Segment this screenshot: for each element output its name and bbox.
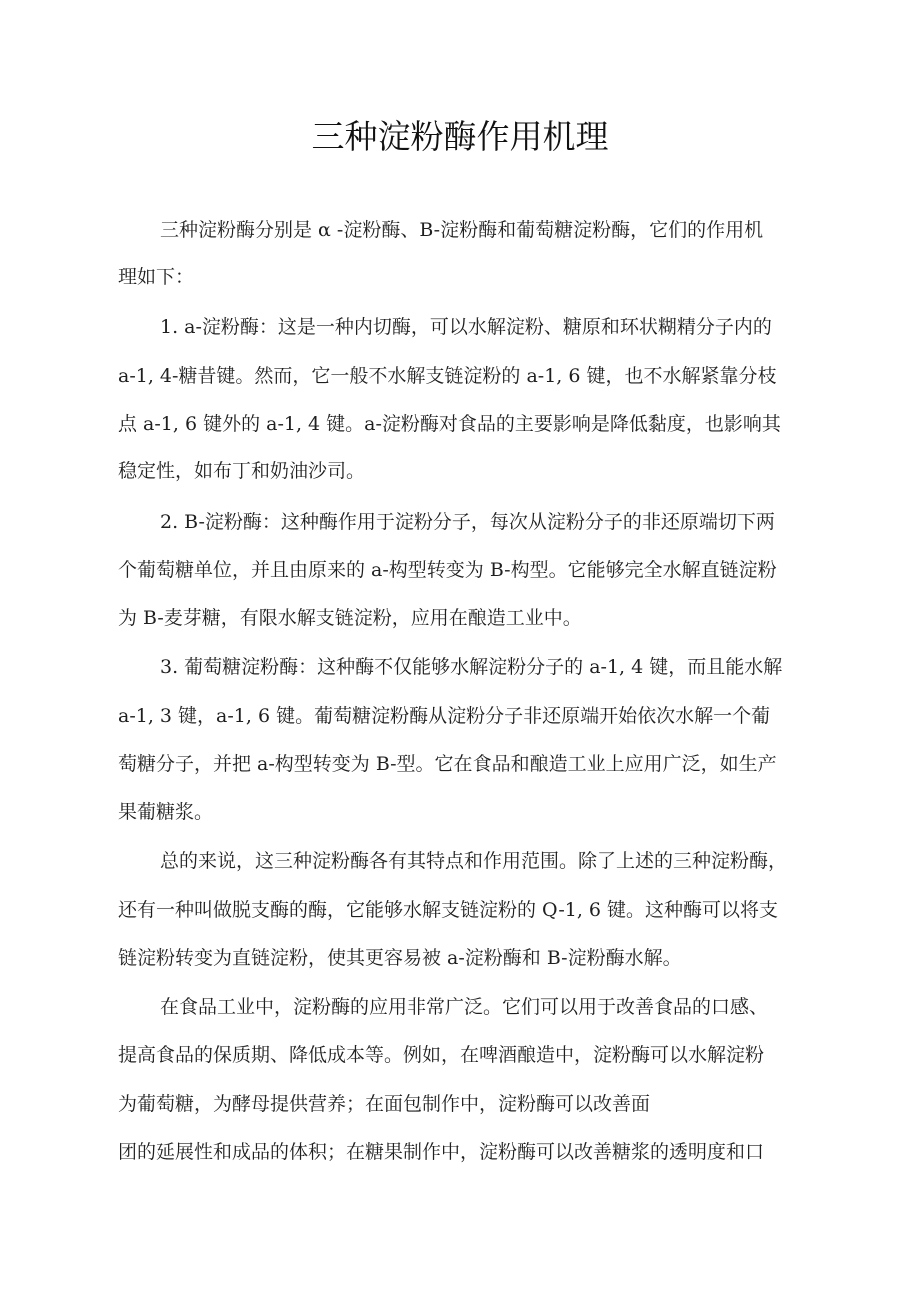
paragraph-6-line-2: 提高食品的保质期、降低成本等。例如，在啤酒酿造中，淀粉酶可以水解淀粉: [118, 1044, 765, 1066]
paragraph-2-line-1: 1. a-淀粉酶：这是一种内切酶，可以水解淀粉、糖原和环状糊精分子内的: [160, 316, 772, 338]
paragraph-4-line-2: a-1, 3 键，a-1, 6 键。葡萄糖淀粉酶从淀粉分子非还原端开始依次水解一个葡: [118, 705, 771, 727]
paragraph-4-line-4: 果葡糖浆。: [118, 801, 214, 823]
paragraph-1-line-2: 理如下：: [118, 266, 195, 288]
paragraph-1-line-1: 三种淀粉酶分别是 α -淀粉酶、B-淀粉酶和葡萄糖淀粉酶，它们的作用机: [160, 219, 764, 241]
paragraph-4-line-1: 3. 葡萄糖淀粉酶：这种酶不仅能够水解淀粉分子的 a-1, 4 键，而且能水解: [160, 656, 783, 678]
paragraph-3-line-2: 个葡萄糖单位，并且由原来的 a-构型转变为 B-构型。它能够完全水解直链淀粉: [118, 559, 777, 581]
paragraph-2-line-3: 点 a-1, 6 键外的 a-1, 4 键。a-淀粉酶对食品的主要影响是降低黏度，也影响其: [118, 413, 781, 435]
paragraph-6-line-4: 团的延展性和成品的体积；在糖果制作中，淀粉酶可以改善糖浆的透明度和口: [118, 1141, 765, 1163]
document-title: 三种淀粉酶作用机理: [311, 117, 609, 156]
paragraph-2-line-2: a-1, 4-糖昔键。然而，它一般不水解支链淀粉的 a-1, 6 键，也不水解紧靠分枝: [118, 365, 777, 387]
paragraph-6-line-1: 在食品工业中，淀粉酶的应用非常广泛。它们可以用于改善食品的口感、: [160, 996, 769, 1018]
paragraph-5-line-3: 链淀粉转变为直链淀粉，使其更容易被 a-淀粉酶和 B-淀粉酶水解。: [118, 947, 682, 969]
paragraph-5-line-2: 还有一种叫做脱支酶的酶，它能够水解支链淀粉的 Q-1, 6 键。这种酶可以将支: [118, 899, 779, 921]
paragraph-3-line-3: 为 B-麦芽糖，有限水解支链淀粉，应用在酿造工业中。: [118, 607, 582, 629]
paragraph-3-line-1: 2. B-淀粉酶：这种酶作用于淀粉分子，每次从淀粉分子的非还原端切下两: [160, 511, 775, 533]
paragraph-2-line-4: 稳定性，如布丁和奶油沙司。: [118, 460, 366, 482]
paragraph-6-line-3: 为葡萄糖，为酵母提供营养；在面包制作中，淀粉酶可以改善面: [118, 1093, 651, 1115]
paragraph-5-line-1: 总的来说，这三种淀粉酶各有其特点和作用范围。除了上述的三种淀粉酶，: [160, 850, 788, 872]
paragraph-4-line-3: 萄糖分子，并把 a-构型转变为 B-型。它在食品和酿造工业上应用广泛，如生产: [118, 753, 777, 775]
